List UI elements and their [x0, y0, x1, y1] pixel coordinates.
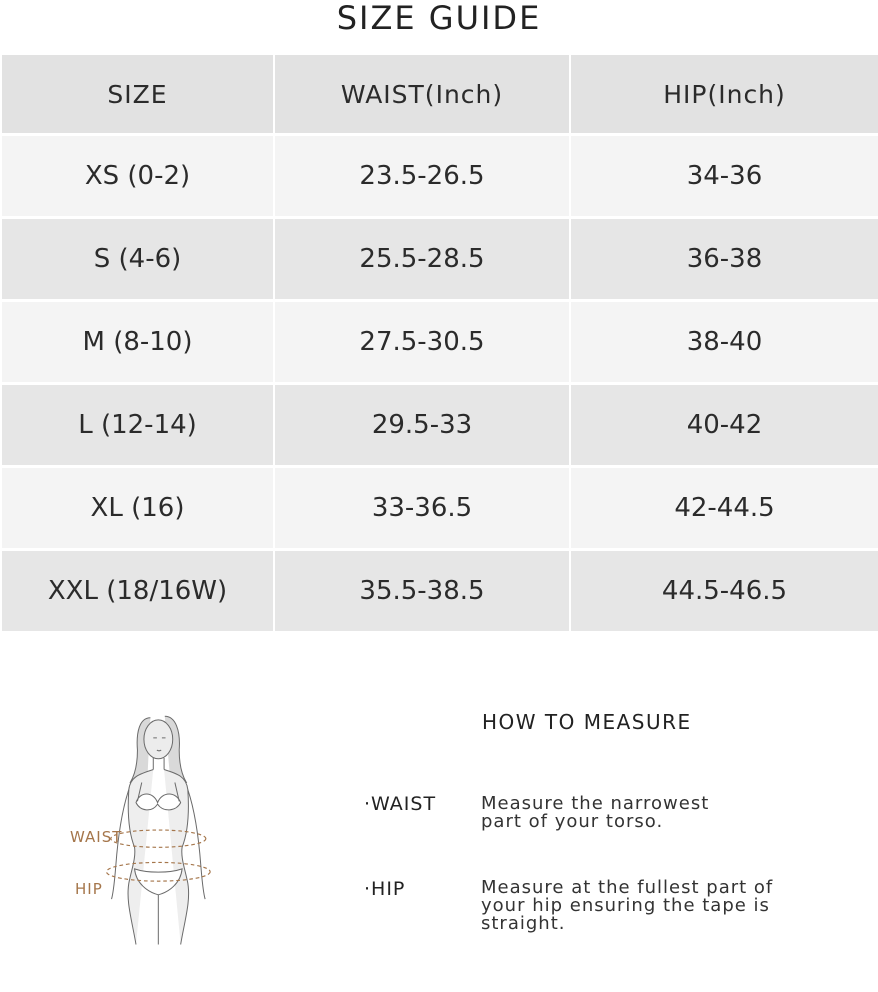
face: [144, 720, 173, 759]
hip-text-line: Measure at the fullest part of: [481, 877, 774, 898]
bra: [136, 794, 181, 810]
body-illustration: [100, 665, 280, 990]
waist-text-line: part of your torso.: [481, 811, 664, 832]
waist-figure-label: WAIST: [70, 828, 123, 846]
waist-cell: 27.5-30.5: [275, 302, 569, 382]
size-cell: S (4-6): [2, 219, 273, 299]
hip-measure-label: ·HIP: [364, 878, 406, 900]
size-table: [0, 52, 878, 634]
waist-cell: 33-36.5: [275, 468, 569, 548]
hip-cell: 36-38: [571, 219, 878, 299]
waist-tape: [111, 830, 206, 847]
table-row: [2, 219, 878, 299]
table-header-row: [2, 55, 878, 133]
table-row: [2, 468, 878, 548]
size-cell: XL (16): [2, 468, 273, 548]
waist-cell: 25.5-28.5: [275, 219, 569, 299]
hip-cell: 42-44.5: [571, 468, 878, 548]
hip-text-line: straight.: [481, 913, 566, 934]
waist-cell: 35.5-38.5: [275, 551, 569, 631]
hip-figure-label: HIP: [75, 880, 103, 898]
waist-measure-text: [481, 795, 801, 831]
table-row: [2, 385, 878, 465]
waist-measure-label: ·WAIST: [364, 793, 437, 815]
how-to-measure-heading: HOW TO MEASURE: [482, 710, 692, 734]
header-hip: HIP(Inch): [571, 55, 878, 133]
hip-measure-text: [481, 879, 801, 933]
waist-cell: 29.5-33: [275, 385, 569, 465]
size-cell: XXL (18/16W): [2, 551, 273, 631]
page-title: SIZE GUIDE: [336, 0, 542, 37]
size-cell: XS (0-2): [2, 136, 273, 216]
hip-cell: 40-42: [571, 385, 878, 465]
table-row: [2, 136, 878, 216]
table-row: [2, 302, 878, 382]
header-size: SIZE: [2, 55, 273, 133]
size-cell: L (12-14): [2, 385, 273, 465]
hip-cell: 34-36: [571, 136, 878, 216]
briefs: [135, 869, 183, 895]
waist-cell: 23.5-26.5: [275, 136, 569, 216]
hip-text-line: your hip ensuring the tape is: [481, 895, 770, 916]
size-cell: M (8-10): [2, 302, 273, 382]
waist-text-line: Measure the narrowest: [481, 793, 710, 814]
table-row: [2, 551, 878, 631]
hip-cell: 38-40: [571, 302, 878, 382]
header-waist: WAIST(Inch): [275, 55, 569, 133]
hip-cell: 44.5-46.5: [571, 551, 878, 631]
